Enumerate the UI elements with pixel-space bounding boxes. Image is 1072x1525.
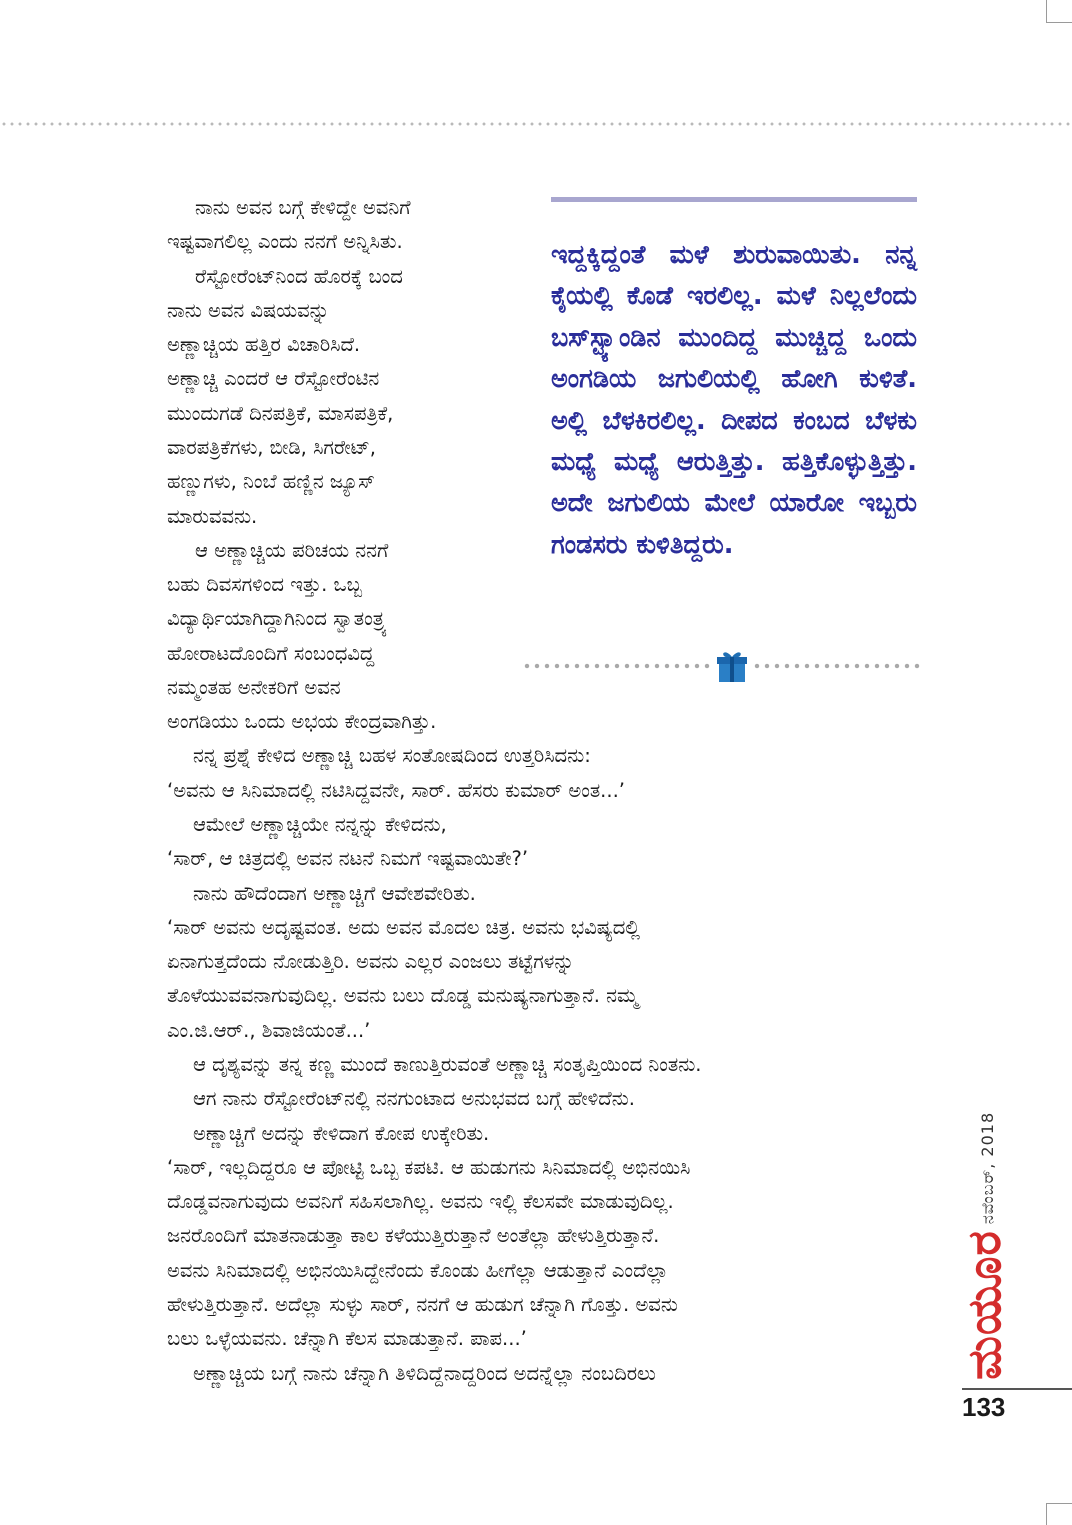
body-line: ಜನರೊಂದಿಗೆ ಮಾತನಾಡುತ್ತಾ ಕಾಲ ಕಳೆಯುತ್ತಿರುತ್ತಾನೆ ಅಂತೆಲ್ಲಾ ಹೇಳುತ್ತಿರುತ್ತಾನೆ. xyxy=(167,1224,660,1248)
pull-quote-dotted-rule-right xyxy=(752,663,920,669)
body-line: ಬಹು ದಿವಸಗಳಿಂದ ಇತ್ತು. ಒಬ್ಬ xyxy=(167,573,362,597)
body-line: ಅಂಗಡಿಯು ಒಂದು ಅಭಯ ಕೇಂದ್ರವಾಗಿತ್ತು. xyxy=(167,710,437,734)
pull-quote-dotted-rule-left xyxy=(522,663,712,669)
magazine-name: ಮಯೂರ xyxy=(957,1230,1011,1380)
folio-rule xyxy=(962,1388,1072,1390)
body-line: ಆಗ ನಾನು ರೆಸ್ಟೋರೆಂಟ್‌ನಲ್ಲಿ ನನಗುಂಟಾದ ಅನುಭವದ ಬಗ್ಗೆ ಹೇಳಿದೆನು. xyxy=(193,1087,635,1111)
body-line: ಎಂ.ಜಿ.ಆರ್., ಶಿವಾಜಿಯಂತೆ...’ xyxy=(167,1018,371,1042)
body-line: ನಾನು ಅವನ ವಿಷಯವನ್ನು xyxy=(167,298,330,322)
body-line: ಅಣ್ಣಾಚ್ಚಿ ಎಂದರೆ ಆ ರೆಸ್ಟೋರೆಂಟಿನ xyxy=(167,367,380,391)
body-line: ಅಣ್ಣಾಚ್ಚಿಯ ಬಗ್ಗೆ ನಾನು ಚೆನ್ನಾಗಿ ತಿಳಿದಿದ್ದೆನಾದ್ದರಿಂದ ಅದನ್ನೆಲ್ಲಾ ನಂಬದಿರಲು xyxy=(193,1361,656,1385)
body-line: ‘ಅವನು ಆ ಸಿನಿಮಾದಲ್ಲಿ ನಟಿಸಿದ್ದವನೇ, ಸಾರ್. ಹೆಸರು ಕುಮಾರ್ ಅಂತ...’ xyxy=(167,778,625,802)
body-line: ‘ಸಾರ್, ಇಲ್ಲದಿದ್ದರೂ ಆ ಪೋಟ್ಟಿ ಒಬ್ಬ ಕಪಟಿ. ಆ ಹುಡುಗನು ಸಿನಿಮಾದಲ್ಲಿ ಅಭಿನಯಿಸಿ xyxy=(167,1155,691,1179)
header-dotted-rule xyxy=(0,122,1072,126)
body-line: ನಮ್ಮಂತಹ ಅನೇಕರಿಗೆ ಅವನ xyxy=(167,675,341,699)
body-line: ವಾರಪತ್ರಿಕೆಗಳು, ಬೀಡಿ, ಸಿಗರೇಟ್, xyxy=(167,435,376,459)
pull-quote: ಇದ್ದಕ್ಕಿದ್ದಂತೆ ಮಳೆ ಶುರುವಾಯಿತು. ನನ್ನ ಕೈಯಲ್ಲಿ ಕೊಡೆ ಇರಲಿಲ್ಲ. ಮಳೆ ನಿಲ್ಲಲೆಂದು ಬಸ್‌ಸ್ಟ್ಯಾಂಡಿನ ಮುಂದಿದ್ದ ಮುಚ್ಚಿದ್ದ ಒಂದು ಅಂಗಡಿಯ ಜಗುಲಿಯಲ್ಲಿ ಹೋಗಿ ಕುಳಿತೆ. ಅಲ್ಲಿ ಬೆಳಕಿರಲಿಲ್ಲ. ದೀಪದ ಕಂಬದ ಬೆಳಕು ಮಧ್ಯೆ ಮಧ್ಯೆ ಆರುತ್ತಿತ್ತು. ಹತ್ತಿಕೊಳ್ಳುತ್ತಿತ್ತು. ಅದೇ ಜಗುಲಿಯ ಮೇಲೆ ಯಾರೋ ಇಬ್ಬರು ಗಂಡಸರು ಕುಳಿತಿದ್ದರು. xyxy=(551,240,917,560)
body-line: ಅವನು ಸಿನಿಮಾದಲ್ಲಿ ಅಭಿನಯಿಸಿದ್ದೇನೆಂದು ಕೊಂಡು ಹೀಗೆಲ್ಲಾ ಆಡುತ್ತಾನೆ ಎಂದೆಲ್ಲಾ xyxy=(167,1258,669,1282)
crop-mark-bottom-right-v xyxy=(1046,1503,1047,1525)
pull-quote-top-rule xyxy=(551,197,917,202)
body-line: ‘ಸಾರ್ ಅವನು ಅದೃಷ್ಟವಂತ. ಅದು ಅವನ ಮೊದಲ ಚಿತ್ರ. ಅವನು ಭವಿಷ್ಯದಲ್ಲಿ xyxy=(167,915,641,939)
body-line: ಆಮೇಲೆ ಅಣ್ಣಾಚ್ಚಿಯೇ ನನ್ನನ್ನು ಕೇಳಿದನು, xyxy=(193,813,447,837)
body-line: ನಾನು ಅವನ ಬಗ್ಗೆ ಕೇಳಿದ್ದೇ ಅವನಿಗೆ xyxy=(195,196,411,219)
crop-mark-bottom-right-h xyxy=(1046,1503,1072,1504)
body-line: ಹೇಳುತ್ತಿರುತ್ತಾನೆ. ಅದೆಲ್ಲಾ ಸುಳ್ಳು ಸಾರ್, ನನಗೆ ಆ ಹುಡುಗ ಚೆನ್ನಾಗಿ ಗೊತ್ತು. ಅವನು xyxy=(167,1292,678,1316)
body-line: ಮುಂದುಗಡೆ ದಿನಪತ್ರಿಕೆ, ಮಾಸಪತ್ರಿಕೆ, xyxy=(167,401,394,425)
crop-mark-top-right-h xyxy=(1046,22,1072,23)
body-line: ರೆಸ್ಟೋರೆಂಟ್‌ನಿಂದ ಹೊರಕ್ಕೆ ಬಂದ xyxy=(195,264,403,288)
body-line: ಆ ದೃಶ್ಯವನ್ನು ತನ್ನ ಕಣ್ಣ ಮುಂದೆ ಕಾಣುತ್ತಿರುವಂತೆ ಅಣ್ಣಾಚ್ಚಿ ಸಂತೃಪ್ತಿಯಿಂದ ನಿಂತನು. xyxy=(193,1053,702,1076)
body-line: ಆ ಅಣ್ಣಾಚ್ಚಿಯ ಪರಿಚಯ ನನಗೆ xyxy=(195,538,389,562)
body-line: ನನ್ನ ಪ್ರಶ್ನೆ ಕೇಳಿದ ಅಣ್ಣಾಚ್ಚಿ ಬಹಳ ಸಂತೋಷದಿಂದ ಉತ್ತರಿಸಿದನು: xyxy=(193,744,591,768)
body-line: ಹೋರಾಟದೊಂದಿಗೆ ಸಂಬಂಧವಿದ್ದ xyxy=(167,641,375,665)
body-line: ಮಾರುವವನು. xyxy=(167,504,258,528)
issue-date: ನವೆಂಬರ್, 2018 xyxy=(978,1111,997,1225)
body-line: ನಾನು ಹೌದೆಂದಾಗ ಅಣ್ಣಾಚ್ಚಿಗೆ ಆವೇಶವೇರಿತು. xyxy=(193,881,476,905)
body-line: ತೊಳೆಯುವವನಾಗುವುದಿಲ್ಲ. ಅವನು ಬಲು ದೊಡ್ಡ ಮನುಷ್ಯನಾಗುತ್ತಾನೆ. ನಮ್ಮ xyxy=(167,984,639,1008)
body-line: ಏನಾಗುತ್ತದೆಂದು ನೋಡುತ್ತಿರಿ. ಅವನು ಎಲ್ಲರ ಎಂಜಲು ತಟ್ಟೆಗಳನ್ನು xyxy=(167,950,575,974)
body-line: ಅಣ್ಣಾಚ್ಚಿಯ ಹತ್ತಿರ ವಿಚಾರಿಸಿದೆ. xyxy=(167,333,361,357)
page-number: 133 xyxy=(962,1392,1006,1422)
body-line: ಅಣ್ಣಾಚ್ಚಿಗೆ ಅದನ್ನು ಕೇಳಿದಾಗ ಕೋಪ ಉಕ್ಕೇರಿತು. xyxy=(193,1121,490,1145)
body-line: ಬಲು ಒಳ್ಳೆಯವನು. ಚೆನ್ನಾಗಿ ಕೆಲಸ ಮಾಡುತ್ತಾನೆ. ಪಾಪ...’ xyxy=(167,1327,527,1351)
body-line: ದೊಡ್ಡವನಾಗುವುದು ಅವನಿಗೆ ಸಹಿಸಲಾಗಿಲ್ಲ. ಅವನು ಇಲ್ಲಿ ಕೆಲಸವೇ ಮಾಡುವುದಿಲ್ಲ. xyxy=(167,1190,674,1214)
body-line: ಇಷ್ಟವಾಗಲಿಲ್ಲ ಎಂದು ನನಗೆ ಅನ್ನಿಸಿತು. xyxy=(167,230,403,254)
gift-box-icon xyxy=(716,649,748,683)
crop-mark-top-right-v xyxy=(1046,0,1047,22)
body-line: ‘ಸಾರ್, ಆ ಚಿತ್ರದಲ್ಲಿ ಅವನ ನಟನೆ ನಿಮಗೆ ಇಷ್ಟವಾಯಿತೇ?’ xyxy=(167,847,529,871)
body-line: ವಿದ್ಯಾರ್ಥಿಯಾಗಿದ್ದಾಗಿನಿಂದ ಸ್ವಾತಂತ್ರ್ಯ xyxy=(167,607,388,631)
body-line: ಹಣ್ಣುಗಳು, ನಿಂಬೆ ಹಣ್ಣಿನ ಜ್ಯೂಸ್ xyxy=(167,470,375,494)
